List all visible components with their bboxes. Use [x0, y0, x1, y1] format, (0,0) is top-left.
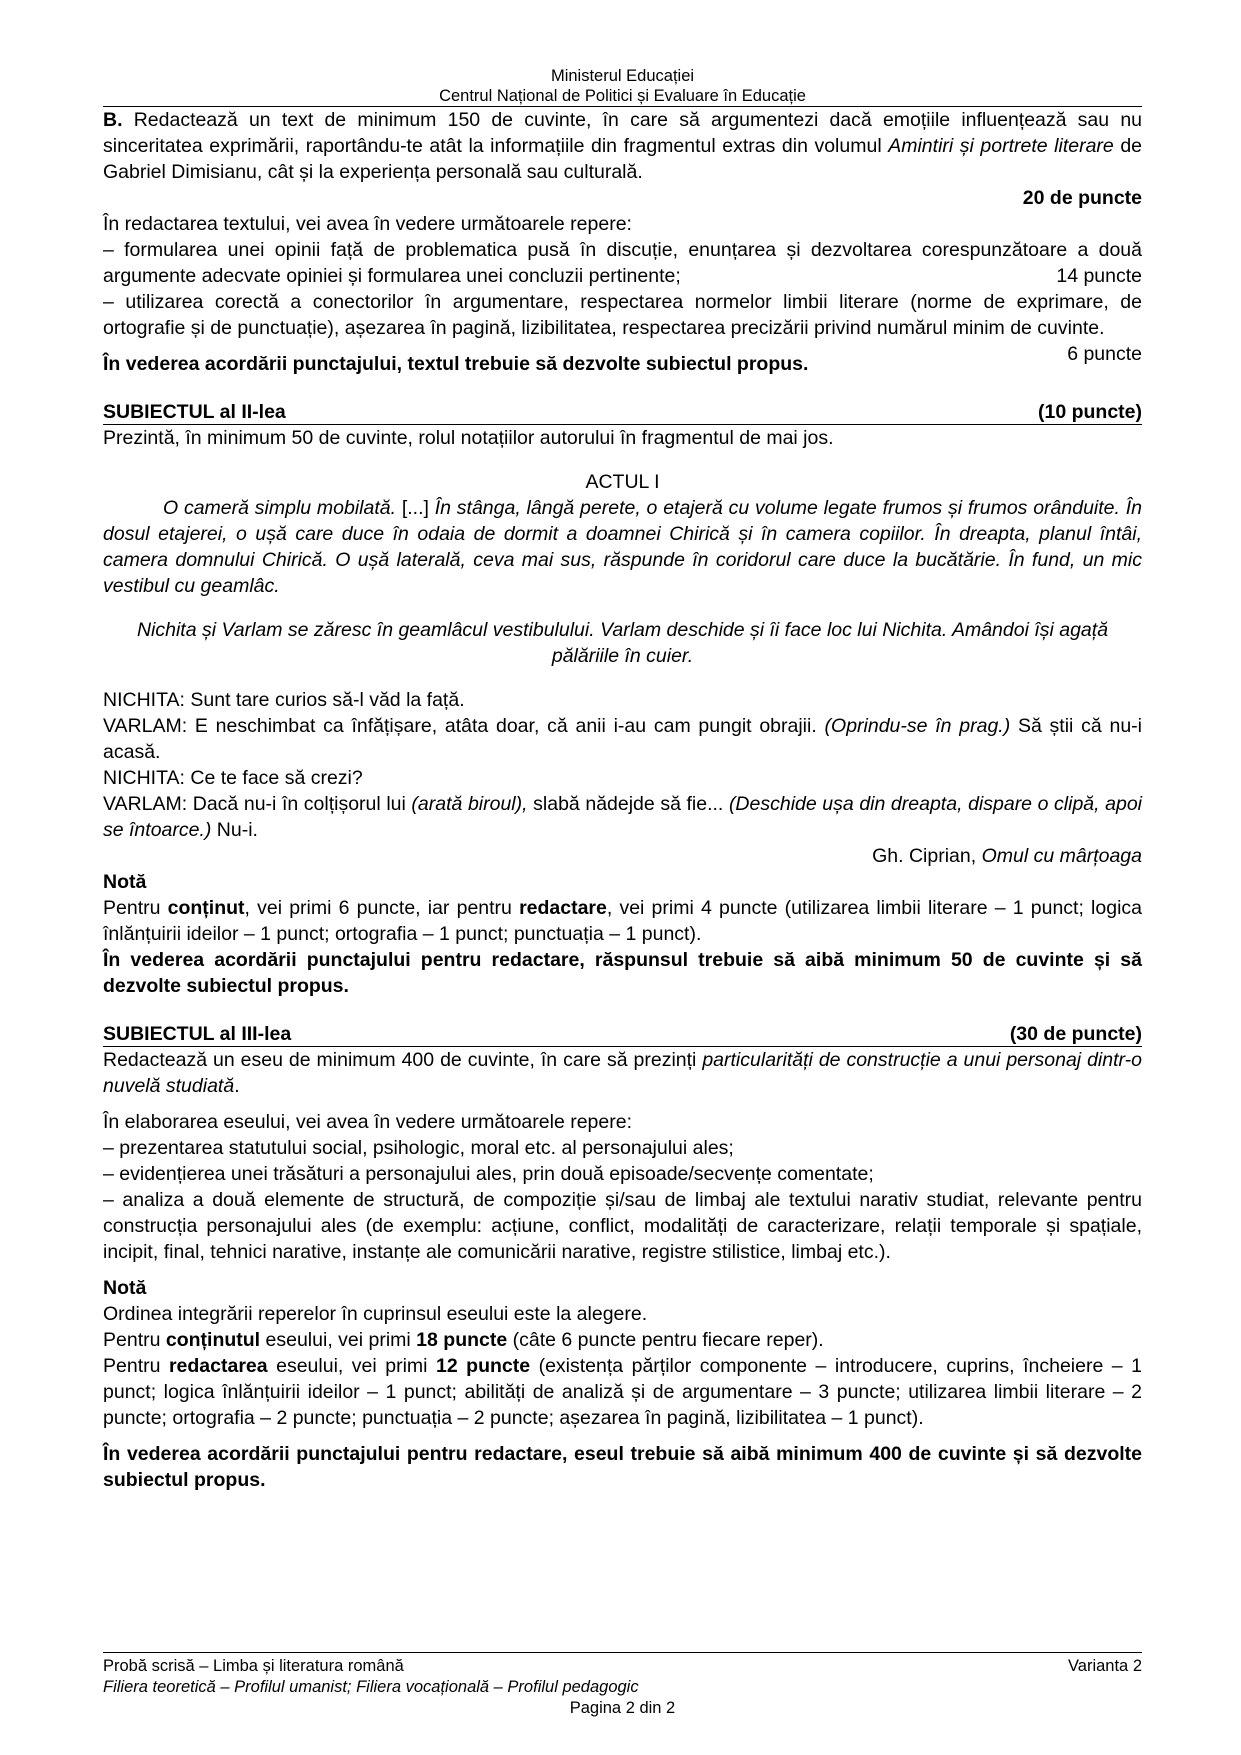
document-page — [103, 66, 1142, 1493]
subject2-task: Prezintă, în minimum 50 de cuvinte, rolul notațiilor autorului în fragmentul de mai jos. — [103, 427, 834, 449]
subject2-note-text: Pentru conținut, vei primi 6 puncte, iar pentru redactare, vei primi 4 puncte (utilizarea limbii literare – 1 punct; logica înlănțuirii ideilor – 1 punct; ortografia – 1 punct; punctuația – 1 punct). — [103, 897, 1142, 945]
subject3-points: (30 de puncte) — [1009, 1023, 1142, 1045]
stage-direction-2: Nichita și Varlam se zăresc în geamlâcul vestibulului. Varlam deschide și îi face loc lui Nichita. Amândoi își agață pălăriile în cuier. — [136, 619, 1109, 667]
header-ministry: Ministerul Educației — [550, 67, 695, 85]
subject2-heading — [103, 401, 1142, 425]
footer-page-number: Pagina 2 din 2 — [569, 1699, 676, 1717]
page-footer — [103, 1652, 1142, 1719]
subject2-title: SUBIECTUL al II-lea — [103, 401, 286, 423]
subject2-note-title: Notă — [103, 871, 147, 893]
partb-item1: – formularea unei opinii față de problematica pusă în discuție, enunțarea și dezvoltarea corespunzătoare a două argumente adecvate opiniei și formularea unei concluzii pertinente; 14 puncte — [103, 239, 1142, 287]
subject3-note-order: Ordinea integrării reperelor în cuprinsul eseului este la alegere. — [103, 1303, 648, 1325]
subject3-item1: – prezentarea statutului social, psihologic, moral etc. al personajului ales; — [103, 1137, 734, 1159]
partb-task: B. Redactează un text de minimum 150 de cuvinte, în care să argumentezi dacă emoțiile influențează sau nu sinceritatea exprimării, raportându-te atât la informațiile din fragmentul extras din volumul Amintiri și portrete literare de Gabriel Dimisianu, cât și la experiența personală sau culturală. — [103, 109, 1143, 183]
book-title: Amintiri și portrete literare — [888, 135, 1114, 157]
partb-note: În vederea acordării punctajului, textul trebuie să dezvolte subiectul propus. — [103, 353, 809, 375]
dialogue-line-4: VARLAM: Dacă nu-i în colțișorul lui (arată biroul), slabă nădejde să fie... (Deschide ușa din dreapta, dispare o clipă, apoi se întoarce.) Nu-i. — [103, 793, 1143, 841]
act-title: ACTUL I — [585, 471, 660, 493]
source-citation: Gh. Ciprian, Omul cu mârțoaga — [872, 845, 1142, 867]
partb-points: 20 de puncte — [1022, 187, 1142, 209]
subject3-heading — [103, 1023, 1142, 1047]
subject3-guidelines-intro: În elaborarea eseului, vei avea în vedere următoarele repere: — [103, 1111, 632, 1133]
stage-direction-1: O cameră simplu mobilată. [...] În stânga, lângă perete, o etajeră cu volume legate frumos și frumos orânduite. În dosul etajerei, o ușă care duce în odaia de dormit a doamnei Chirică și în camera copiilor. În dreapta, planul întâi, camera domnului Chirică. O ușă laterală, ceva mai sus, răspunde în coridorul care duce la bucătărie. În fund, un mic vestibul cu geamlâc. — [103, 497, 1142, 597]
subject3-note-redactare: Pentru redactarea eseului, vei primi 12 puncte (existența părților componente – introducere, cuprins, încheiere – 1 punct; logica înlănțuirii ideilor – 1 punct; abilități de analiză și de argumentare – 3 puncte; utilizarea limbii literare – 2 puncte; ortografia – 2 puncte; punctuația – 2 puncte; așezarea în pagină, lizibilitatea – 1 punct). — [103, 1355, 1142, 1429]
subject3-task: Redactează un eseu de minimum 400 de cuvinte, în care să prezinți particularități de construcție a unui personaj dintr-o nuvelă studiată. — [103, 1049, 1142, 1097]
dialogue-line-1: NICHITA: Sunt tare curios să-l văd la față. — [103, 689, 465, 711]
partb-item1-points: 14 puncte — [1056, 265, 1142, 287]
subject3-note-bold: În vederea acordării punctajului pentru redactare, eseul trebuie să aibă minimum 400 de cuvinte și să dezvolte subiectul propus. — [103, 1443, 1142, 1491]
header-center: Centrul Național de Politici și Evaluare în Educație — [103, 86, 1142, 107]
footer-variant: Varianta 2 — [1068, 1657, 1142, 1675]
subject3-title: SUBIECTUL al III-lea — [103, 1023, 292, 1045]
partb-guidelines-intro: În redactarea textului, vei avea în vedere următoarele repere: — [103, 213, 632, 235]
partb-label: B. — [103, 109, 123, 131]
footer-profile: Filiera teoretică – Profilul umanist; Filiera vocațională – Profilul pedagogic — [103, 1678, 639, 1696]
dialogue-line-3: NICHITA: Ce te face să crezi? — [103, 767, 363, 789]
partb-item2-points: 6 puncte — [1067, 343, 1142, 365]
footer-exam: Probă scrisă – Limba și literatura română — [103, 1657, 404, 1675]
partb-item2: – utilizarea corectă a conectorilor în argumentare, respectarea normelor limbii literare (norme de exprimare, de ortografie și de punctuație), așezarea în pagină, lizibilitatea, respectarea precizării privind numărul minim de cuvinte. 6 puncte — [103, 291, 1142, 365]
subject2-note-bold: În vederea acordării punctajului pentru redactare, răspunsul trebuie să aibă minimum 50 de cuvinte și să dezvolte subiectul propus. — [103, 949, 1142, 997]
subject3-item3: – analiza a două elemente de structură, de compoziție și/sau de limbaj ale textului narativ studiat, relevante pentru construcția personajului ales (de exemplu: acțiune, conflict, modalități de caracterizare, relații temporale și spațiale, incipit, final, tehnici narative, instanțe ale comunicării narative, registre stilistice, limbaj etc.). — [103, 1189, 1142, 1263]
dialogue-line-2: VARLAM: E neschimbat ca înfățișare, atâta doar, că anii i-au cam pungit obrajii. (Oprindu-se în prag.) Să știi că nu-i acasă. — [103, 715, 1143, 763]
subject3-note-content: Pentru conținutul eseului, vei primi 18 puncte (câte 6 puncte pentru fiecare reper). — [103, 1329, 824, 1351]
subject3-item2: – evidențierea unei trăsături a personajului ales, prin două episoade/secvențe comentate; — [103, 1163, 874, 1185]
subject3-note-title: Notă — [103, 1277, 147, 1299]
subject2-points: (10 puncte) — [1037, 401, 1142, 423]
